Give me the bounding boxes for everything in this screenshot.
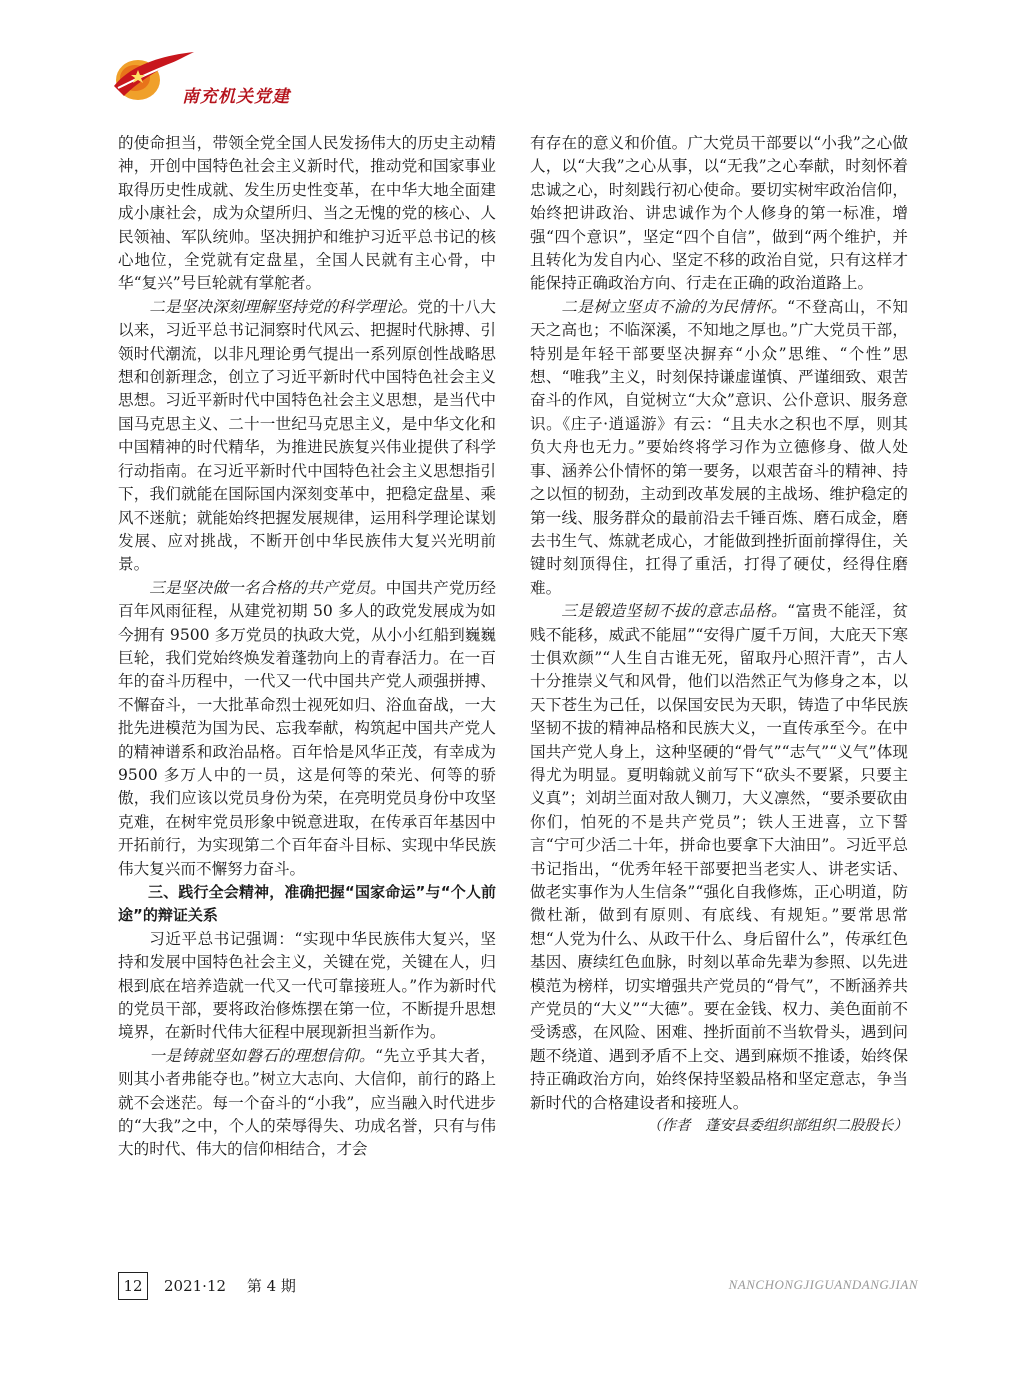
page-footer	[118, 1272, 918, 1308]
lead-phrase: 二是坚决深刻理解坚持党的科学理论。	[149, 297, 418, 316]
paragraph-body: 党的十八大以来，习近平总书记洞察时代风云、把握时代脉搏、引领时代潮流，以非凡理论勇气提出一系列原创性战略思想和创新理念，创立了习近平新时代中国特色社会主义思想。习近平新时代中国特色社会主义思想，是当代中国马克思主义、二十一世纪马克思主义，是中华文化和中国精神的时代精华，为推进民族复兴伟业提供了科学行动指南。在习近平新时代中国特色社会主义思想指引下，我们就能在国际国内深刻变革中，把稳定盘星、乘风不迷航；就能始终把握发展规律，运用科学理论谋划发展、应对挑战，不断开创中华民族伟大复兴光明前景。	[118, 297, 496, 574]
lead-phrase: 二是树立坚贞不渝的为民情怀。	[561, 297, 788, 316]
lead-phrase: 三是锻造坚韧不拔的意志品格。	[561, 602, 788, 621]
issue-date: 2021·12	[164, 1277, 227, 1295]
issue-info	[164, 1275, 312, 1296]
issue-number: 第 4 期	[246, 1277, 296, 1295]
footer-site-name: NANCHONGJIGUANDANGJIAN	[728, 1277, 918, 1292]
masthead	[108, 38, 368, 118]
paragraph	[530, 600, 908, 1115]
left-column	[118, 132, 496, 1162]
lead-phrase: 三是坚决做一名合格的共产党员。	[149, 578, 386, 597]
paragraph	[118, 577, 496, 881]
paragraph-body: “富贵不能淫，贫贱不能移，威武不能屈”“安得广厦千万间，大庇天下寒士俱欢颜”“人生自古谁无死，留取丹心照汗青”，古人十分推崇义气和风骨，他们以浩然正气为修身之本，以天下苍生为己任，以保国安民为天职，铸造了中华民族坚韧不拔的精神品格和民族大义，一直传承至今。在中国共产党人身上，这种坚硬的“骨气”“志气”“义气”体现得尤为明显。夏明翰就义前写下“砍头不要紧，只要主义真”；刘胡兰面对敌人铡刀，大义凛然，“要杀要砍由你们，怕死的不是共产党员”；铁人王进喜，立下誓言“宁可少活二十年，拼命也要拿下大油田”。习近平总书记指出，“优秀年轻干部要把当老实人、讲老实话、做老实事作为人生信条”“强化自我修炼，正心明道，防微杜渐，做到有原则、有底线、有规矩。”要常思常想“人党为什么、从政干什么、身后留什么”，传承红色基因、赓续红色血脉，时刻以革命先辈为参照、以先进模范为榜样，切实增强共产党员的“骨气”，不断涵养共产党员的“大义”“大德”。要在金钱、权力、美色面前不受诱惑，在风险、困难、挫折面前不当软骨头，遇到问题不绕道、遇到矛盾不上交、遇到麻烦不推诿，始终保持正确政治方向，始终保持坚毅品格和坚定意志，争当新时代的合格建设者和接班人。	[530, 602, 908, 1112]
right-column	[530, 132, 908, 1138]
section-heading: 三、践行全会精神，准确把握“国家命运”与“个人前途”的辩证关系	[118, 883, 496, 925]
page-number: 12	[118, 1272, 148, 1300]
paragraph: 的使命担当，带领全党全国人民发扬伟大的历史主动精神，开创中国特色社会主义新时代，推动党和国家事业取得历史性成就、发生历史性变革，在中华大地全面建成小康社会，成为众望所归、当之无愧的党的核心、人民领袖、军队统帅。坚决拥护和维护习近平总书记的核心地位，全党就有定盘星，全国人民就有主心骨，中华“复兴”号巨轮就有掌舵者。	[118, 134, 496, 293]
paragraph-body: 中国共产党历经百年风雨征程，从建党初期 50 多人的政党发展成为如今拥有 9500 多万党员的执政大党，从小小红船到巍巍巨轮，我们党始终焕发着蓬勃向上的青春活力。在一百年的奋斗历程中，一代又一代中国共产党人顽强拼搏、不懈奋斗，一大批革命烈士视死如归、浴血奋战，一大批先进模范为国为民、忘我奉献，构筑起中国共产党人的精神谱系和政治品格。百年恰是风华正茂，有幸成为 9500 多万人中的一员，这是何等的荣光、何等的骄傲，我们应该以党员身份为荣，在亮明党员身份中攻坚克难，在树牢党员形象中锐意进取，在传承百年基因中开拓前行，为实现第二个百年奋斗目标、实现中华民族伟大复兴而不懈努力奋斗。	[118, 578, 496, 878]
paragraph	[118, 296, 496, 577]
lead-phrase: 一是铸就坚如磐石的理想信仰。	[149, 1046, 376, 1065]
author-byline: （作者 蓬安县委组织部组织二股股长）	[647, 1118, 908, 1135]
paragraph: 习近平总书记强调：“实现中华民族伟大复兴，坚持和发展中国特色社会主义，关键在党，关键在人，归根到底在培养造就一代又一代可靠接班人。”作为新时代的党员干部，要将政治修炼摆在第一位，不断提升思想境界，在新时代伟大征程中展现新担当新作为。	[118, 929, 496, 1042]
brand-title: 南充机关党建	[182, 87, 290, 107]
paragraph	[530, 296, 908, 600]
paragraph-body: “先立乎其大者，则其小者弗能夺也。”树立大志向、大信仰，前行的路上就不会迷茫。每一个奋斗的“小我”，应当融入时代进步的“大我”之中，个人的荣辱得失、功成名誉，只有与伟大的时代、伟大的信仰相结合，才会	[118, 1046, 496, 1159]
paragraph-body: “不登高山，不知天之高也；不临深溪，不知地之厚也。”广大党员干部，特别是年轻干部要坚决摒弃“小众”思维、“个性”思想、“唯我”主义，时刻保持谦虚谨慎、严谨细致、艰苦奋斗的作风，自觉树立“大众”意识、公仆意识、服务意识。《庄子·逍遥游》有云：“且夫水之积也不厚，则其负大舟也无力。”要始终将学习作为立德修身、做人处事、涵养公仆情怀的第一要务，以艰苦奋斗的精神、持之以恒的韧劲，主动到改革发展的主战场、维护稳定的第一线、服务群众的最前沿去千锤百炼、磨石成金，磨去书生气、炼就老成心，才能做到挫折面前撑得住，关键时刻顶得住，扛得了重活，打得了硬仗，经得住磨难。	[530, 297, 908, 597]
paragraph	[118, 1045, 496, 1162]
paragraph: 有存在的意义和价值。广大党员干部要以“小我”之心做人，以“大我”之心从事，以“无我”之心奉献，时刻怀着忠诚之心，时刻践行初心使命。要切实树牢政治信仰，始终把讲政治、讲忠诚作为个人修身的第一标准，增强“四个意识”，坚定“四个自信”，做到“两个维护，并且转化为发自内心、坚定不移的政治自觉，只有这样才能保持正确政治方向、行走在正确的政治道路上。	[530, 134, 908, 293]
